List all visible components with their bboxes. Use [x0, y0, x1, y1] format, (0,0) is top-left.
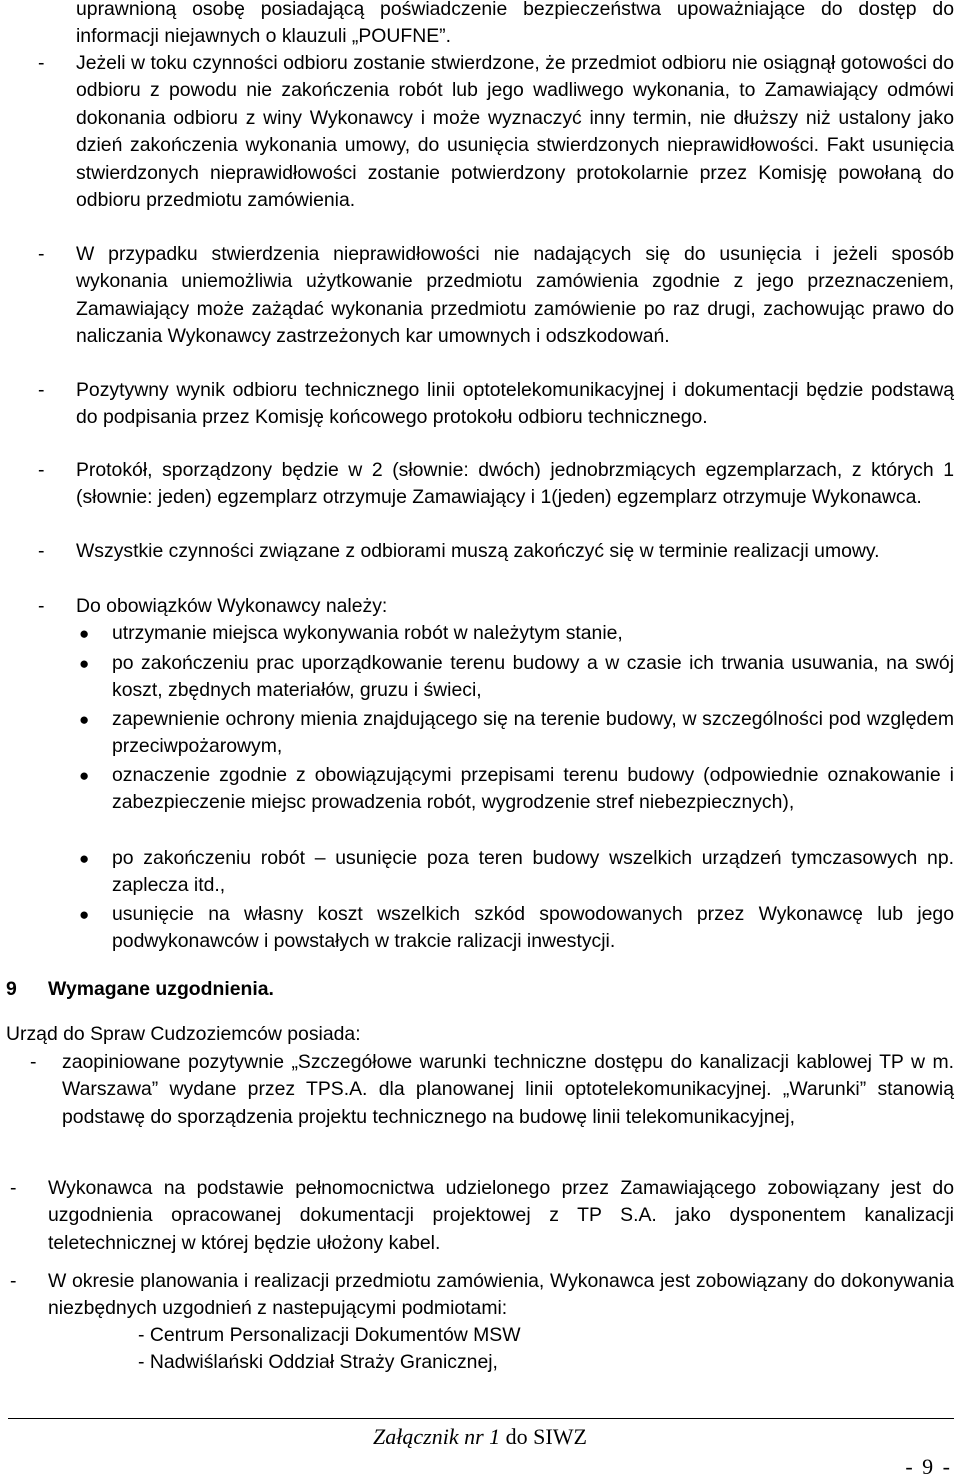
list-item: W okresie planowania i realizacji przedmiotu zamówienia, Wykonawca jest zobowiązany do dokonywania niezbędnych uzgodnień z nastepującymi podmiotami:	[48, 1270, 954, 1320]
dash-marker: -	[38, 540, 45, 562]
dash-marker: -	[38, 379, 45, 401]
list-item: Protokół, sporządzony będzie w 2 (słownie: dwóch) jednobrzmiących egzemplarzach, z których 1 (słownie: jeden) egzemplarz otrzymuje Zamawiający i 1(jeden) egzemplarz otrzymuje Wykonawca.	[76, 459, 954, 509]
bullet-icon: ●	[79, 849, 90, 868]
section-title: Wymagane uzgodnienia.	[48, 978, 274, 1000]
footer-title-suffix: do SIWZ	[500, 1424, 587, 1449]
footer-divider	[8, 1418, 954, 1419]
continuation-paragraph: uprawnioną osobę posiadającą poświadczenie bezpieczeństwa upoważniające do dostęp do informacji niejawnych o klauzuli „POUFNE”.	[76, 0, 954, 48]
duty-item: po zakończeniu robót – usunięcie poza teren budowy wszelkich urządzeń tymczasowych np. zaplecza itd.,	[112, 847, 954, 897]
dash-marker: -	[38, 459, 45, 481]
bullet-icon: ●	[79, 766, 90, 785]
office-item: zaopiniowane pozytywnie „Szczegółowe warunki techniczne dostępu do kanalizacji kablowej TP w m. Warszawa” wydane przez TPS.A. dla planowanej linii optotelekomunikacyjnej. „Warunki” stanowią podstawę do sporządzenia projektu technicznego na budowę linii telekomunikacyjnej,	[62, 1051, 954, 1128]
dash-marker: -	[38, 243, 45, 265]
list-item: Do obowiązków Wykonawcy należy:	[76, 595, 388, 617]
bullet-icon: ●	[79, 654, 90, 673]
entity-item: - Centrum Personalizacji Dokumentów MSW	[138, 1324, 521, 1346]
bullet-icon: ●	[79, 710, 90, 729]
dash-marker: -	[10, 1177, 17, 1199]
page-number: - 9 -	[905, 1454, 952, 1479]
bullet-icon: ●	[79, 624, 90, 643]
list-item: Pozytywny wynik odbioru technicznego linii optotelekomunikacyjnej i dokumentacji będzie podstawą do podpisania przez Komisję końcowego protokołu odbioru technicznego.	[76, 379, 954, 429]
list-item: Wszystkie czynności związane z odbiorami muszą zakończyć się w terminie realizacji umowy.	[76, 540, 880, 562]
entity-item: - Nadwiślański Oddział Straży Granicznej,	[138, 1351, 498, 1373]
duty-item: utrzymanie miejsca wykonywania robót w należytym stanie,	[112, 622, 623, 644]
duty-item: zapewnienie ochrony mienia znajdującego się na terenie budowy, w szczególności pod względem przeciwpożarowym,	[112, 708, 954, 758]
dash-marker: -	[10, 1270, 17, 1292]
office-intro: Urząd do Spraw Cudzoziemców posiada:	[6, 1023, 361, 1045]
bullet-icon: ●	[79, 905, 90, 924]
footer-title	[0, 1424, 960, 1450]
dash-marker: -	[38, 595, 45, 617]
dash-marker: -	[38, 52, 45, 74]
section-number: 9	[6, 978, 17, 1000]
footer-title-prefix: Załącznik nr 1	[373, 1424, 501, 1449]
duty-item: oznaczenie zgodnie z obowiązującymi przepisami terenu budowy (odpowiednie oznakowanie i zabezpieczenie miejsc prowadzenia robót, wygrodzenie stref niebezpiecznych),	[112, 764, 954, 814]
list-item: W przypadku stwierdzenia nieprawidłowości nie nadających się do usunięcia i jeżeli sposób wykonania uniemożliwia użytkowanie przedmiotu zamówienia zgodnie z jego przeznaczeniem, Zamawiający może zażądać wykonania przedmiotu zamówienie po raz drugi, zachowując prawo do naliczania Wykonawcy zastrzeżonych kar umownych i odszkodowań.	[76, 243, 954, 348]
dash-marker: -	[30, 1051, 37, 1073]
list-item: Wykonawca na podstawie pełnomocnictwa udzielonego przez Zamawiającego zobowiązany jest do uzgodnienia opracowanej dokumentacji projektowej z TP S.A. jako dysponentem kanalizacji teletechnicznej w której będzie ułożony kabel.	[48, 1177, 954, 1254]
duty-item: usunięcie na własny koszt wszelkich szkód spowodowanych przez Wykonawcę lub jego podwykonawców i powstałych w trakcie ralizacji inwestycji.	[112, 903, 954, 953]
duty-item: po zakończeniu prac uporządkowanie terenu budowy a w czasie ich trwania usuwania, na swój koszt, zbędnych materiałów, gruzu i świeci,	[112, 652, 954, 702]
list-item: Jeżeli w toku czynności odbioru zostanie stwierdzone, że przedmiot odbioru nie osiągnął gotowości do odbioru z powodu nie zakończenia robót lub jego wadliwego wykonania, to Zamawiający odmówi dokonania odbioru z winy Wykonawcy i może wyznaczyć inny termin, nie dłuższy niż ustalony jako dzień zakończenia wykonania umowy, do usunięcia stwierdzonych nieprawidłowości. Fakt usunięcia stwierdzonych nieprawidłowości zostanie potwierdzony protokolarnie przez Komisję powołaną do odbioru przedmiotu zamówienia.	[76, 52, 954, 212]
